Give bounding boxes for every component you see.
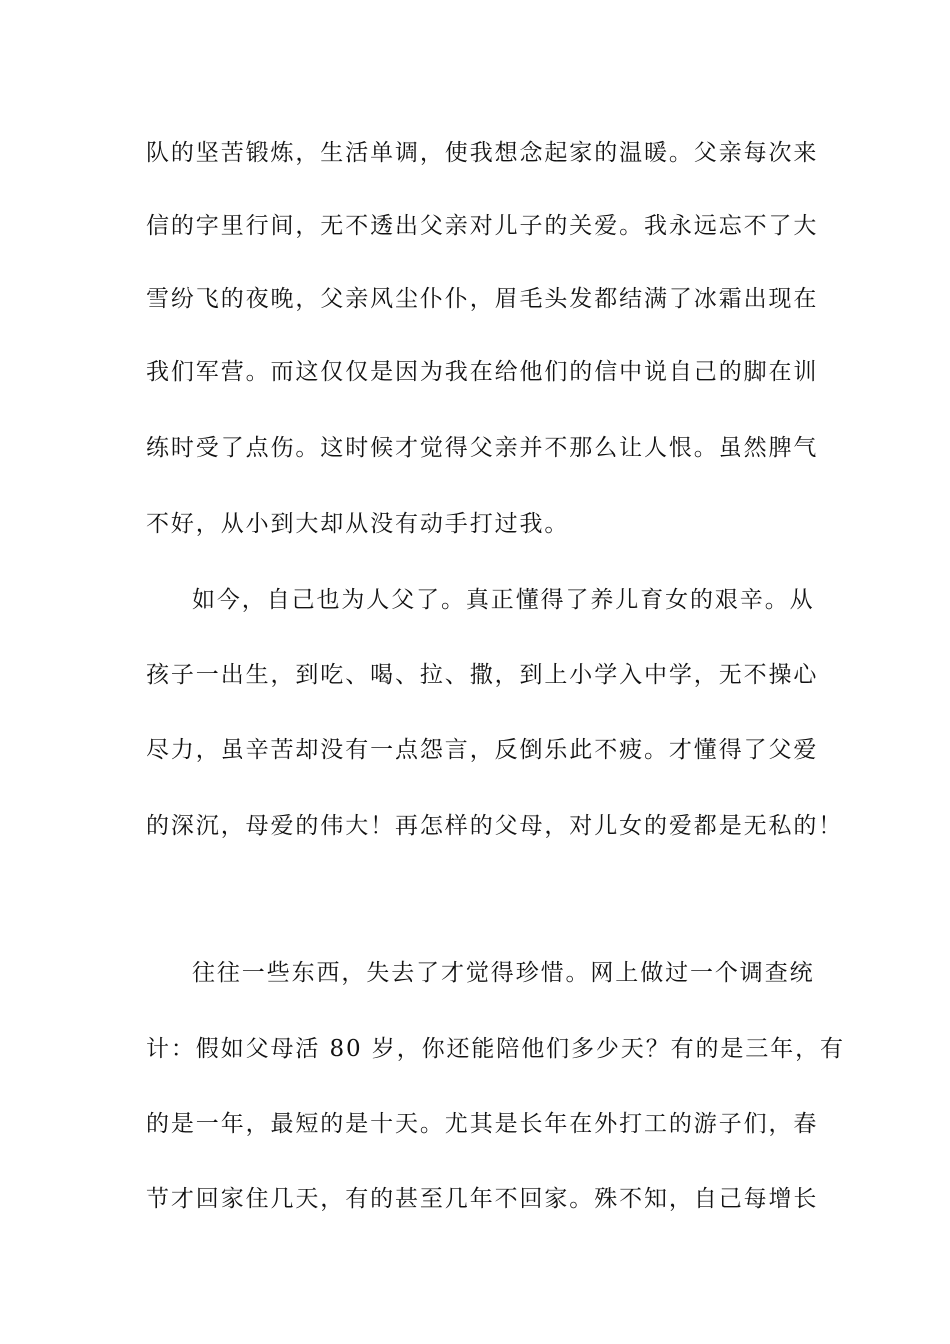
p2-line-4: 的深沉，母爱的伟大！再怎样的父母，对儿女的爱都是无私的！ — [146, 813, 844, 839]
p3-line-1: 往往一些东西，失去了才觉得珍惜。网上做过一个调查统 — [192, 960, 815, 986]
p3-line-4: 节才回家住几天，有的甚至几年不回家。殊不知，自己每增长 — [146, 1186, 819, 1212]
p1-line-2: 信的字里行间，无不透出父亲对儿子的关爱。我永远忘不了大 — [146, 213, 819, 239]
p1-line-6: 不好，从小到大却从没有动手打过我。 — [146, 511, 570, 537]
p2-line-1: 如今，自己也为人父了。真正懂得了养儿育女的艰辛。从 — [192, 587, 815, 613]
p1-line-3: 雪纷飞的夜晚，父亲风尘仆仆，眉毛头发都结满了冰霜出现在 — [146, 286, 819, 312]
p1-line-1: 队的坚苦锻炼，生活单调，使我想念起家的温暖。父亲每次来 — [146, 140, 819, 166]
p2-line-3: 尽力，虽辛苦却没有一点怨言，反倒乐此不疲。才懂得了父爱 — [146, 737, 819, 763]
p3-line-2: 计：假如父母活 80 岁，你还能陪他们多少天？有的是三年，有 — [146, 1036, 845, 1062]
p2-line-2: 孩子一出生，到吃、喝、拉、撒，到上小学入中学，无不操心 — [146, 662, 819, 688]
p1-line-4: 我们军营。而这仅仅是因为我在给他们的信中说自己的脚在训 — [146, 359, 819, 385]
p3-line-3: 的是一年，最短的是十天。尤其是长年在外打工的游子们，春 — [146, 1111, 819, 1137]
p1-line-5: 练时受了点伤。这时候才觉得父亲并不那么让人恨。虽然脾气 — [146, 435, 819, 461]
